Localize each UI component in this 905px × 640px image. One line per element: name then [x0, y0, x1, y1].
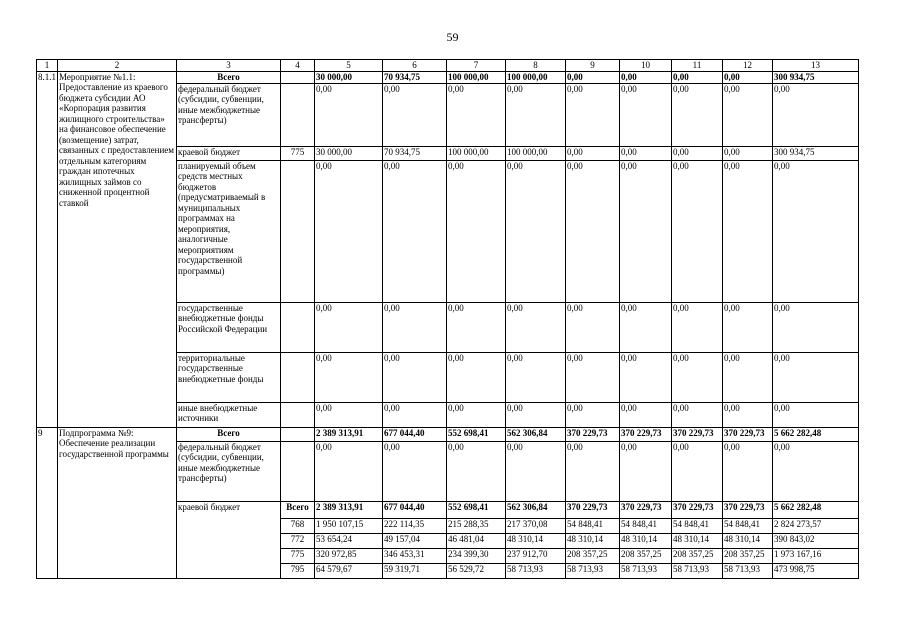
row-label: государственные внебюджетные фонды Российской Федерации [177, 302, 281, 352]
value-cell: 48 310,14 [723, 533, 773, 548]
header-row [37, 60, 859, 72]
row-label: краевой бюджет [177, 146, 281, 160]
value-cell: 0,00 [773, 441, 859, 501]
value-cell: 2 824 273,57 [773, 518, 859, 533]
value-cell: 0,00 [383, 302, 447, 352]
value-cell: 370 229,73 [620, 427, 672, 441]
value-cell: 0,00 [315, 302, 383, 352]
value-cell: 300 934,75 [773, 71, 859, 83]
budget-code: 772 [281, 533, 315, 548]
value-cell: 64 579,67 [315, 563, 383, 578]
value-cell: 0,00 [447, 402, 506, 427]
value-cell: 0,00 [566, 302, 620, 352]
measure-description: Обеспечение реализации государственной программы [59, 438, 169, 459]
row-label: планируемый объем средств местных бюджетов (предусматриваемый в муниципальных программах на мероприятия, аналогичные мероприятиям государственной программы) [177, 160, 281, 302]
value-cell: 54 848,41 [723, 518, 773, 533]
row-label: территориальные государственные внебюджетные фонды [177, 352, 281, 402]
budget-code [281, 302, 315, 352]
value-cell: 370 229,73 [723, 501, 773, 518]
header-cell: 11 [672, 60, 723, 72]
value-cell: 677 044,40 [383, 427, 447, 441]
budget-table [36, 59, 859, 579]
value-cell: 0,00 [672, 146, 723, 160]
header-cell: 8 [506, 60, 566, 72]
value-cell: 0,00 [383, 160, 447, 302]
value-cell: 0,00 [383, 83, 447, 146]
budget-code: 768 [281, 518, 315, 533]
value-cell: 0,00 [566, 441, 620, 501]
value-cell: 48 310,14 [506, 533, 566, 548]
value-cell: 0,00 [723, 302, 773, 352]
value-cell: 0,00 [566, 402, 620, 427]
value-cell: 5 662 282,48 [773, 427, 859, 441]
budget-code [281, 427, 315, 441]
value-cell: 0,00 [566, 71, 620, 83]
value-cell: 1 950 107,15 [315, 518, 383, 533]
header-cell: 13 [773, 60, 859, 72]
value-cell: 0,00 [773, 302, 859, 352]
value-cell: 0,00 [723, 71, 773, 83]
value-cell: 0,00 [672, 71, 723, 83]
value-cell: 0,00 [672, 302, 723, 352]
value-cell: 58 713,93 [566, 563, 620, 578]
measure-code: 9 [37, 427, 58, 578]
value-cell: 222 114,35 [383, 518, 447, 533]
value-cell: 0,00 [672, 83, 723, 146]
value-cell: 0,00 [723, 441, 773, 501]
value-cell: 370 229,73 [566, 427, 620, 441]
value-cell: 370 229,73 [672, 501, 723, 518]
header-cell: 3 [177, 60, 281, 72]
header-cell: 9 [566, 60, 620, 72]
value-cell: 0,00 [506, 302, 566, 352]
value-cell: 0,00 [620, 71, 672, 83]
value-cell: 46 481,04 [447, 533, 506, 548]
budget-code: 795 [281, 563, 315, 578]
value-cell: 370 229,73 [723, 427, 773, 441]
value-cell: 300 934,75 [773, 146, 859, 160]
page-number: 59 [446, 30, 459, 44]
value-cell: 0,00 [315, 352, 383, 402]
value-cell: 1 973 167,16 [773, 548, 859, 563]
value-cell: 552 698,41 [447, 427, 506, 441]
value-cell: 58 713,93 [723, 563, 773, 578]
value-cell: 0,00 [566, 352, 620, 402]
header-cell: 12 [723, 60, 773, 72]
value-cell: 370 229,73 [672, 427, 723, 441]
row-label: краевой бюджет [177, 501, 281, 578]
budget-code: 775 [281, 548, 315, 563]
value-cell: 0,00 [620, 83, 672, 146]
value-cell: 208 357,25 [566, 548, 620, 563]
value-cell: 0,00 [447, 83, 506, 146]
measure-name [58, 71, 177, 427]
header-cell: 6 [383, 60, 447, 72]
value-cell: 0,00 [506, 160, 566, 302]
header-cell: 5 [315, 60, 383, 72]
value-cell: 2 389 313,91 [315, 501, 383, 518]
value-cell: 0,00 [506, 402, 566, 427]
budget-code: Всего [281, 501, 315, 518]
value-cell: 70 934,75 [383, 146, 447, 160]
value-cell: 237 912,70 [506, 548, 566, 563]
table-row [37, 427, 859, 441]
value-cell: 30 000,00 [315, 71, 383, 83]
value-cell: 0,00 [723, 402, 773, 427]
value-cell: 0,00 [723, 146, 773, 160]
measure-name [58, 427, 177, 578]
value-cell: 0,00 [315, 441, 383, 501]
value-cell: 58 713,93 [672, 563, 723, 578]
value-cell: 215 288,35 [447, 518, 506, 533]
value-cell: 0,00 [723, 352, 773, 402]
measure-title: Мероприятие №1.1: [59, 71, 136, 82]
measure-code: 8.1.1 [37, 71, 58, 427]
value-cell: 0,00 [506, 352, 566, 402]
value-cell: 390 843,02 [773, 533, 859, 548]
value-cell: 0,00 [506, 441, 566, 501]
value-cell: 54 848,41 [672, 518, 723, 533]
value-cell: 0,00 [447, 160, 506, 302]
header-cell: 7 [447, 60, 506, 72]
value-cell: 2 389 313,91 [315, 427, 383, 441]
table-row [37, 71, 859, 83]
value-cell: 100 000,00 [447, 146, 506, 160]
header-cell: 10 [620, 60, 672, 72]
header-cell: 2 [58, 60, 177, 72]
value-cell: 0,00 [723, 83, 773, 146]
value-cell: 0,00 [672, 352, 723, 402]
value-cell: 217 370,08 [506, 518, 566, 533]
value-cell: 562 306,84 [506, 427, 566, 441]
budget-code: 775 [281, 146, 315, 160]
value-cell: 0,00 [566, 160, 620, 302]
value-cell: 370 229,73 [620, 501, 672, 518]
value-cell: 54 848,41 [620, 518, 672, 533]
value-cell: 0,00 [566, 83, 620, 146]
value-cell: 473 998,75 [773, 563, 859, 578]
value-cell: 0,00 [620, 146, 672, 160]
value-cell: 53 654,24 [315, 533, 383, 548]
value-cell: 0,00 [672, 441, 723, 501]
value-cell: 70 934,75 [383, 71, 447, 83]
value-cell: 208 357,25 [620, 548, 672, 563]
value-cell: 0,00 [566, 146, 620, 160]
row-label: иные внебюджетные источники [177, 402, 281, 427]
value-cell: 234 399,30 [447, 548, 506, 563]
value-cell: 552 698,41 [447, 501, 506, 518]
value-cell: 0,00 [315, 160, 383, 302]
value-cell: 0,00 [383, 352, 447, 402]
value-cell: 208 357,25 [723, 548, 773, 563]
value-cell: 562 306,84 [506, 501, 566, 518]
value-cell: 58 713,93 [620, 563, 672, 578]
value-cell: 59 319,71 [383, 563, 447, 578]
value-cell: 100 000,00 [447, 71, 506, 83]
value-cell: 48 310,14 [620, 533, 672, 548]
row-label: Всего [177, 71, 281, 83]
value-cell: 0,00 [672, 160, 723, 302]
header-cell: 4 [281, 60, 315, 72]
budget-code [281, 402, 315, 427]
value-cell: 0,00 [620, 441, 672, 501]
measure-title: Подпрограмма №9: [59, 427, 134, 438]
value-cell: 346 453,31 [383, 548, 447, 563]
value-cell: 0,00 [620, 352, 672, 402]
value-cell: 0,00 [672, 402, 723, 427]
row-label: федеральный бюджет (субсидии, субвенции, иные межбюджетные трансферты) [177, 441, 281, 501]
value-cell: 677 044,40 [383, 501, 447, 518]
budget-code [281, 160, 315, 302]
header-cell: 1 [37, 60, 58, 72]
value-cell: 100 000,00 [506, 146, 566, 160]
value-cell: 0,00 [447, 441, 506, 501]
row-label: федеральный бюджет (субсидии, субвенции, иные межбюджетные трансферты) [177, 83, 281, 146]
measure-description: Предоставление из краевого бюджета субсидии АО «Корпорация развития жилищного строительства» на финансовое обеспечение (возмещение) затрат, связанных с предоставлением отдельным категориям граждан ипотечных жилищных займов со сниженной процентной ставкой [59, 82, 174, 208]
budget-code [281, 352, 315, 402]
value-cell: 0,00 [315, 402, 383, 427]
value-cell: 30 000,00 [315, 146, 383, 160]
value-cell: 0,00 [773, 83, 859, 146]
value-cell: 370 229,73 [566, 501, 620, 518]
value-cell: 0,00 [620, 402, 672, 427]
value-cell: 49 157,04 [383, 533, 447, 548]
value-cell: 0,00 [773, 402, 859, 427]
budget-code [281, 71, 315, 83]
value-cell: 56 529,72 [447, 563, 506, 578]
value-cell: 48 310,14 [566, 533, 620, 548]
value-cell: 0,00 [383, 402, 447, 427]
budget-code [281, 441, 315, 501]
value-cell: 0,00 [773, 352, 859, 402]
value-cell: 208 357,25 [672, 548, 723, 563]
value-cell: 100 000,00 [506, 71, 566, 83]
budget-code [281, 83, 315, 146]
value-cell: 0,00 [447, 302, 506, 352]
value-cell: 0,00 [620, 302, 672, 352]
value-cell: 5 662 282,48 [773, 501, 859, 518]
value-cell: 0,00 [447, 352, 506, 402]
value-cell: 320 972,85 [315, 548, 383, 563]
value-cell: 48 310,14 [672, 533, 723, 548]
value-cell: 58 713,93 [506, 563, 566, 578]
value-cell: 0,00 [315, 83, 383, 146]
value-cell: 0,00 [723, 160, 773, 302]
value-cell: 0,00 [506, 83, 566, 146]
row-label: Всего [177, 427, 281, 441]
value-cell: 0,00 [773, 160, 859, 302]
value-cell: 54 848,41 [566, 518, 620, 533]
value-cell: 0,00 [383, 441, 447, 501]
value-cell: 0,00 [620, 160, 672, 302]
